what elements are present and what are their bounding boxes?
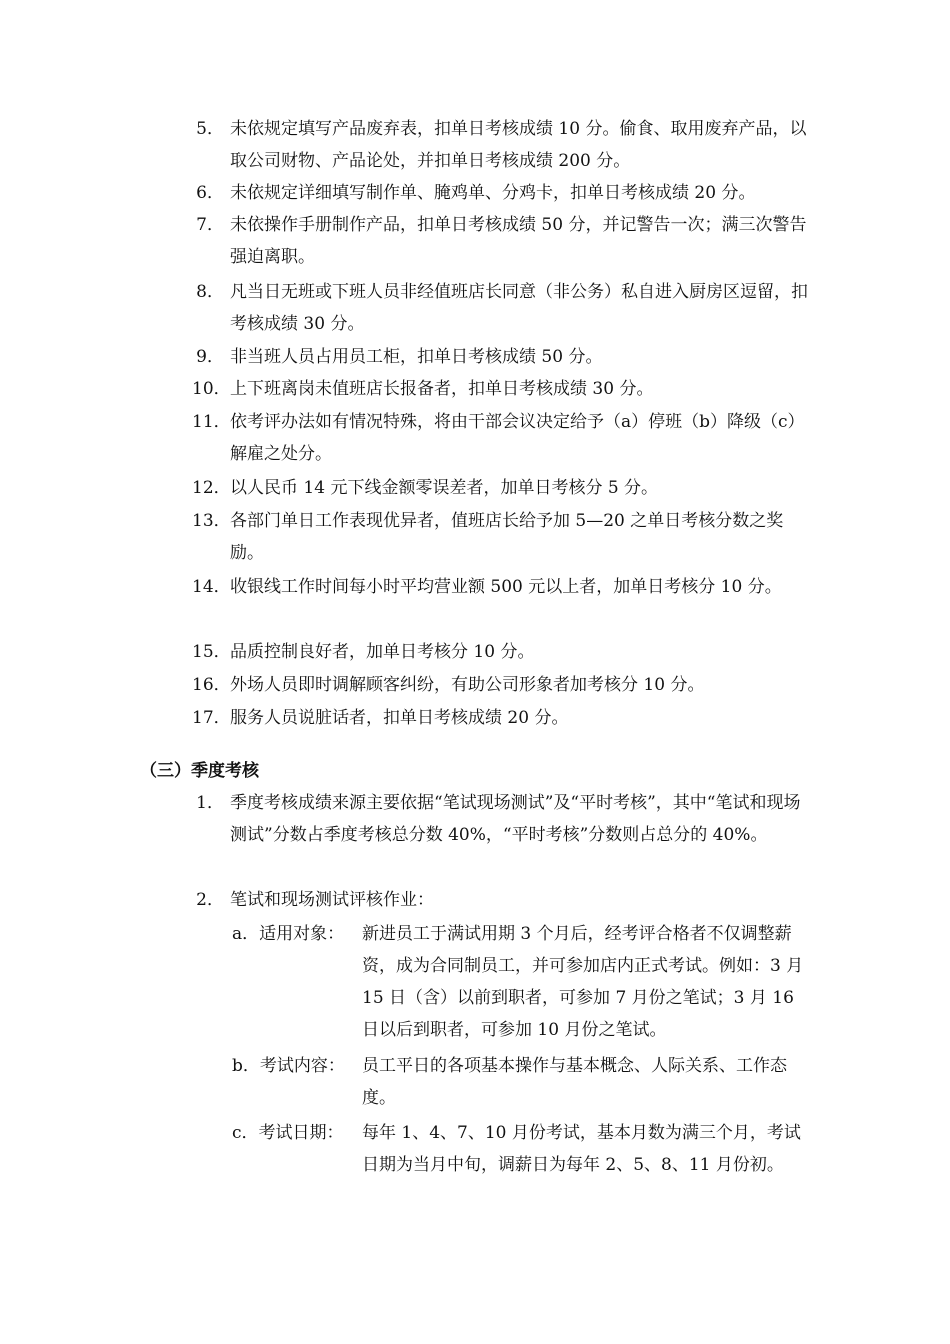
item-number: 12． [192, 478, 231, 498]
list-item [192, 884, 812, 916]
list-item [192, 406, 812, 470]
item-number: 5． [196, 119, 224, 139]
item-number: 17． [192, 708, 231, 728]
list-item [192, 505, 812, 569]
item-text: 服务人员说脏话者，扣单日考核成绩 20 分。 [230, 708, 569, 728]
item-text: 品质控制良好者，加单日考核分 10 分。 [230, 642, 535, 662]
sub-item [232, 1050, 812, 1114]
list-item [192, 373, 812, 405]
item-text: 收银线工作时间每小时平均营业额 500 元以上者，加单日考核分 10 分。 [230, 577, 782, 597]
item-number: 7． [196, 215, 224, 235]
item-text: 未依规定填写产品废弃表，扣单日考核成绩 10 分。偷食、取用废弃产品，以取公司财物、产品论处，并扣单日考核成绩 200 分。 [230, 119, 807, 171]
sub-item [232, 1117, 812, 1181]
list-item [192, 276, 812, 340]
item-number: 1． [196, 793, 224, 813]
item-text: 各部门单日工作表现优异者，值班店长给予加 5—20 之单日考核分数之奖励。 [230, 511, 784, 563]
sub-item-label: c．考试日期： [232, 1123, 344, 1143]
section-heading: （三）季度考核 [140, 761, 259, 781]
sub-item-text: 每年 1、4、7、10 月份考试，基本月数为满三个月，考试日期为当月中旬，调薪日为每年 2、5、8、11 月份初。 [362, 1123, 801, 1175]
list-item [192, 787, 812, 851]
item-text: 外场人员即时调解顾客纠纷，有助公司形象者加考核分 10 分。 [230, 675, 705, 695]
item-number: 9． [196, 347, 224, 367]
item-text: 未依规定详细填写制作单、腌鸡单、分鸡卡，扣单日考核成绩 20 分。 [230, 183, 756, 203]
item-number: 15． [192, 642, 231, 662]
list-item [192, 177, 812, 209]
item-text: 以人民币 14 元下线金额零误差者，加单日考核分 5 分。 [230, 478, 659, 498]
sub-item-label: a．适用对象： [232, 924, 345, 944]
item-number: 8． [196, 282, 224, 302]
item-text: 依考评办法如有情况特殊，将由干部会议决定给予（a）停班（b）降级（c）解雇之处分。 [230, 412, 805, 464]
list-item [192, 571, 812, 603]
item-number: 16． [192, 675, 231, 695]
item-text: 凡当日无班或下班人员非经值班店长同意（非公务）私自进入厨房区逗留，扣考核成绩 30 分。 [230, 282, 808, 334]
list-item [192, 341, 812, 373]
item-number: 10． [192, 379, 231, 399]
list-item [192, 209, 812, 273]
sub-item-text: 员工平日的各项基本操作与基本概念、人际关系、工作态度。 [362, 1056, 787, 1108]
sub-item-text: 新进员工于满试用期 3 个月后，经考评合格者不仅调整薪资，成为合同制员工，并可参加店内正式考试。例如：3 月 15 日（含）以前到职者，可参加 7 月份之笔试；3 月 16 日以后到职者，可参加 10 月份之笔试。 [362, 924, 804, 1040]
list-item [192, 636, 812, 668]
item-text: 上下班离岗未值班店长报备者，扣单日考核成绩 30 分。 [230, 379, 654, 399]
item-number: 11． [192, 412, 231, 432]
item-text: 未依操作手册制作产品，扣单日考核成绩 50 分，并记警告一次；满三次警告强迫离职。 [230, 215, 807, 267]
item-text: 非当班人员占用员工柜，扣单日考核成绩 50 分。 [230, 347, 603, 367]
item-number: 13． [192, 511, 231, 531]
item-text: 笔试和现场测试评核作业： [230, 890, 434, 910]
list-item [192, 472, 812, 504]
item-number: 6． [196, 183, 224, 203]
sub-item [232, 918, 812, 1046]
sub-item-label: b．考试内容： [232, 1056, 345, 1076]
list-item [192, 669, 812, 701]
item-number: 14． [192, 577, 231, 597]
list-item [192, 702, 812, 734]
list-item [192, 113, 812, 177]
item-number: 2． [196, 890, 224, 910]
item-text: 季度考核成绩来源主要依据“笔试现场测试”及“平时考核”，其中“笔试和现场测试”分数占季度考核总分数 40%，“平时考核”分数则占总分的 40%。 [230, 793, 801, 845]
